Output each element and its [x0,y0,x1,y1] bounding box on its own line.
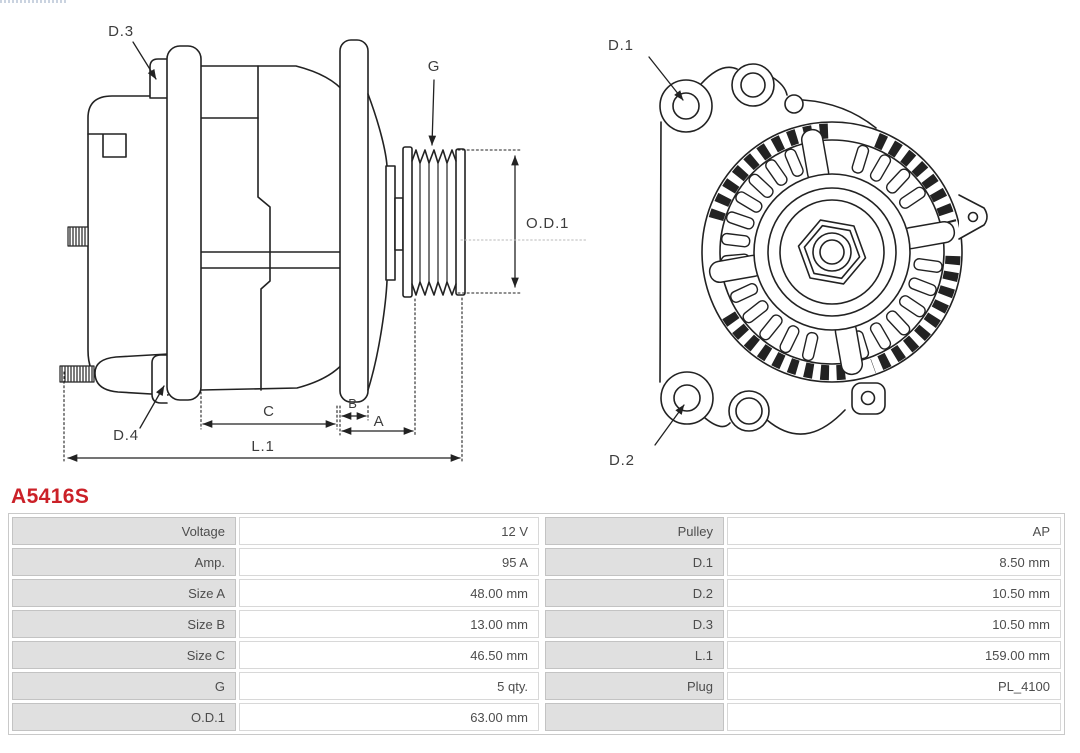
spec-label: D.1 [545,548,724,576]
threaded-stud-lower [60,366,94,382]
spec-row [545,672,1061,700]
mount-ear-d3 [150,59,167,98]
spec-row [12,517,539,545]
spec-label: Plug [545,672,724,700]
spec-value: 63.00 mm [239,703,539,731]
spec-value: 95 A [239,548,539,576]
spec-row [12,672,539,700]
label-b: B [348,396,358,411]
spec-value [727,703,1061,731]
spec-label: G [12,672,236,700]
spec-row [545,610,1061,638]
specs-table-right [542,514,1064,734]
spec-row [545,548,1061,576]
spec-label [545,703,724,731]
label-c: C [263,403,275,420]
label-l1: L.1 [251,438,275,455]
spec-value: 10.50 mm [727,610,1061,638]
spec-row [12,579,539,607]
threaded-stud-upper [68,227,88,246]
spec-row [545,703,1061,731]
spec-label: D.2 [545,579,724,607]
spec-value: 10.50 mm [727,579,1061,607]
label-g: G [427,58,441,75]
spec-row [545,517,1061,545]
spec-value: 12 V [239,517,539,545]
spec-value: PL_4100 [727,672,1061,700]
mount-ear-d4 [152,355,167,403]
spec-value: 48.00 mm [239,579,539,607]
spec-value: 5 qty. [239,672,539,700]
label-a: A [373,413,385,430]
specs-table [8,513,1065,735]
spec-value: AP [727,517,1061,545]
label-od1: O.D.1 [526,215,570,232]
label-d4: D.4 [113,427,139,444]
label-d3: D.3 [108,23,134,40]
side-view-drawing [60,23,586,461]
spec-value: 159.00 mm [727,641,1061,669]
od1-dimension [458,150,586,293]
pulley [403,147,465,297]
spec-row [12,548,539,576]
front-view-drawing [608,37,987,469]
front-pulley [754,174,910,330]
spec-value: 8.50 mm [727,548,1061,576]
spec-label: L.1 [545,641,724,669]
spec-label: Amp. [12,548,236,576]
spec-row [12,641,539,669]
spec-label: O.D.1 [12,703,236,731]
spec-value: 46.50 mm [239,641,539,669]
spec-label: Size B [12,610,236,638]
spec-label: D.3 [545,610,724,638]
part-number: A5416S [11,485,90,508]
label-d2: D.2 [609,452,635,469]
spec-label: Pulley [545,517,724,545]
stator-body [201,66,345,390]
spec-row [12,703,539,731]
spec-label: Size C [12,641,236,669]
spec-label: Voltage [12,517,236,545]
spec-row [545,641,1061,669]
spec-row [12,610,539,638]
spec-value: 13.00 mm [239,610,539,638]
spec-row [545,579,1061,607]
rear-housing [88,96,168,388]
label-d1: D.1 [608,37,634,54]
front-bracket [340,40,368,402]
specs-table-left [9,514,542,734]
rear-bracket [167,46,201,400]
spec-label: Size A [12,579,236,607]
